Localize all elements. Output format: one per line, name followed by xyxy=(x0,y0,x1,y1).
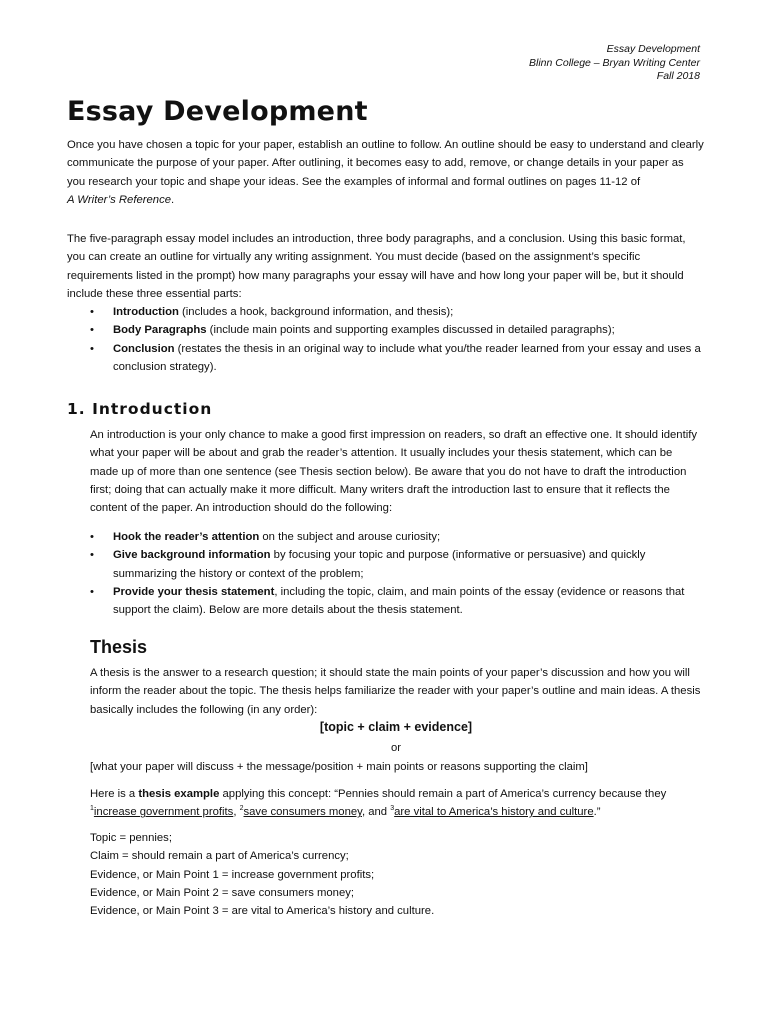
breakdown-line: Evidence, or Main Point 3 = are vital to America’s history and culture. xyxy=(90,905,435,918)
bullet-icon: • xyxy=(90,531,94,543)
item-bold: Introduction xyxy=(113,306,179,318)
introduction-steps-list xyxy=(90,528,702,619)
intro-text: Once you have chosen a topic for your paper, establish an outline to follow. An outline should be easy to understand and clearly communicate the purpose of your paper. After outlining, it becomes easy to add, remove, or change details in your paper as you research your topic and shape your ideas. See the examples of informal and formal outlines on pages 11-12 of xyxy=(67,139,704,188)
example-point-2: save consumers money xyxy=(243,806,362,819)
model-paragraph: The five-paragraph essay model includes an introduction, three body paragraphs, and a conclusion. Using this basic format, you can create an outline for virtually any writing assignment. You must decide (based on the assignment’s specific requirements listed in the prompt) how many paragraphs your essay will have and how long your paper will be, but it should include these three essential parts: xyxy=(67,233,686,300)
section-heading-introduction: 1. Introduction xyxy=(67,400,213,418)
superscript-3: 3 xyxy=(390,805,395,813)
bullet-icon: • xyxy=(90,585,94,598)
book-title: A Writer’s Reference xyxy=(67,193,172,206)
breakdown-line: Evidence, or Main Point 1 = increase government profits; xyxy=(90,868,375,881)
superscript-1: 1 xyxy=(90,805,94,813)
item-text: (restates the thesis in an original way to include what you/the reader learned from your essay and uses a conclusion strategy). xyxy=(113,342,701,373)
item-bold: Body Paragraphs xyxy=(113,324,207,337)
item-text: (include main points and supporting examples discussed in detailed paragraphs); xyxy=(206,324,615,337)
example-end: .” xyxy=(593,806,601,819)
item-bold: Conclusion xyxy=(113,342,175,355)
list-item xyxy=(90,321,702,339)
header-title: Essay Development xyxy=(606,43,700,55)
example-bold: thesis example xyxy=(138,788,220,800)
bullet-icon: • xyxy=(90,342,94,355)
breakdown-line: Claim = should remain a part of America’s currency; xyxy=(90,850,349,863)
item-text: , including the topic, claim, and main points of the essay (evidence or reasons that support the claim). Below are more details about the thesis statement. xyxy=(113,585,685,617)
page-title: Essay Development xyxy=(67,96,368,127)
list-item xyxy=(90,546,702,583)
section-heading-thesis: Thesis xyxy=(90,637,148,657)
breakdown-line: Topic = pennies; xyxy=(90,832,172,844)
bullet-icon: • xyxy=(90,324,94,337)
example-text: applying this concept: “Pennies should remain a part of America’s currency because they xyxy=(219,788,667,800)
breakdown-line: Evidence, or Main Point 2 = save consumers money; xyxy=(90,886,355,899)
bullet-icon: • xyxy=(90,306,94,318)
formula-alternative: [what your paper will discuss + the message/position + main points or reasons supporting the claim] xyxy=(90,761,588,773)
item-bold: Provide your thesis statement xyxy=(113,585,275,598)
introduction-paragraph: An introduction is your only chance to make a good first impression on readers, so draft an effective one. It should identify what your paper will be about and grab the reader’s attention. It usually includes your thesis statement, which can be made up of more than one sentence (see Thesis section below). Be aware that you do not have to draft the introduction first; doing that can actually make it more difficult. Many writers draft the introduction last to ensure that it reflects the content of the paper. An introduction should do the following: xyxy=(90,429,698,515)
list-item xyxy=(90,340,702,377)
intro-end: . xyxy=(171,193,175,206)
list-item xyxy=(90,528,702,546)
thesis-breakdown xyxy=(90,829,702,920)
item-text: on the subject and arouse curiosity; xyxy=(259,531,441,543)
example-lead: Here is a xyxy=(90,788,139,800)
header-term: Fall 2018 xyxy=(656,70,700,82)
running-header xyxy=(529,43,700,84)
item-text: (includes a hook, background information, and thesis); xyxy=(178,306,454,318)
essential-parts-list xyxy=(90,303,702,376)
bullet-icon: • xyxy=(90,549,94,562)
item-bold: Hook the reader’s attention xyxy=(113,531,260,543)
list-item xyxy=(90,583,702,620)
header-institution: Blinn College – Bryan Writing Center xyxy=(529,56,700,69)
example-point-1: increase government profits xyxy=(93,806,234,819)
intro-paragraph xyxy=(67,136,704,209)
thesis-paragraph: A thesis is the answer to a research question; it should state the main points of your paper’s discussion and how you will inform the reader about the topic. The thesis helps familiarize the reader with your paper’s outline and main ideas. A thesis basically includes the following (in any order): xyxy=(90,667,701,716)
example-point-3: are vital to America’s history and culture xyxy=(394,806,594,819)
thesis-formula: [topic + claim + evidence] xyxy=(319,720,473,734)
item-text: by focusing your topic and purpose (informative or persuasive) and quickly summarizing the history or context of the problem; xyxy=(113,549,646,580)
list-item xyxy=(90,303,702,321)
item-bold: Give background information xyxy=(113,549,271,562)
superscript-2: 2 xyxy=(239,805,244,813)
formula-or: or xyxy=(390,742,402,754)
example-and: , and xyxy=(361,806,391,819)
example-comma: , xyxy=(233,806,240,819)
thesis-example xyxy=(90,785,702,822)
